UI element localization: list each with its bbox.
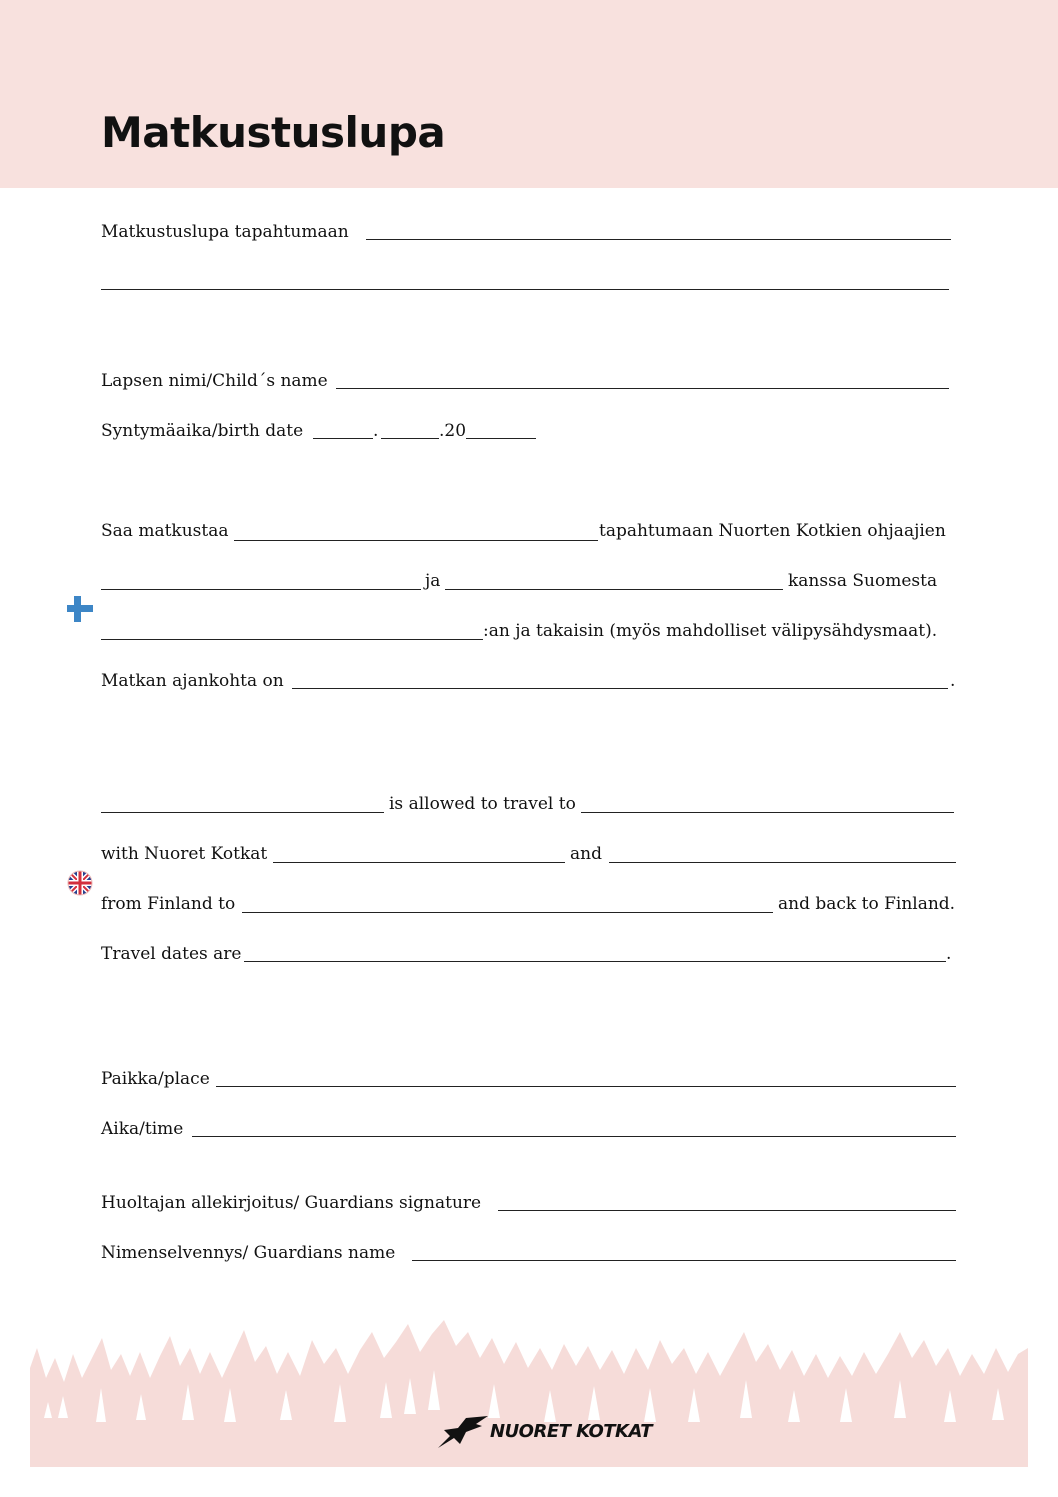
from-row xyxy=(101,891,961,917)
leader-en-2-line[interactable] xyxy=(609,862,956,863)
destination-event-line[interactable] xyxy=(234,540,598,541)
dates-label: Travel dates are xyxy=(101,944,242,964)
time-label: Aika/time xyxy=(101,1119,184,1139)
guardian-signature-line[interactable] xyxy=(498,1210,956,1211)
leaders-row xyxy=(101,568,961,594)
place-label: Paikka/place xyxy=(101,1069,210,1089)
may-travel-suffix: tapahtumaan Nuorten Kotkien ohjaajien xyxy=(599,521,946,541)
destination-row xyxy=(101,618,961,644)
eagle-logo-icon xyxy=(436,1414,490,1450)
time-line[interactable] xyxy=(192,1136,956,1137)
ajankohta-line[interactable] xyxy=(292,688,948,689)
event-row xyxy=(101,219,961,245)
leader-en-1-line[interactable] xyxy=(273,862,565,863)
ajankohta-row xyxy=(101,668,961,694)
guardian-signature-label: Huoltajan allekirjoitus/ Guardians signature xyxy=(101,1193,482,1213)
place-row xyxy=(101,1066,961,1092)
child-name-en-line[interactable] xyxy=(101,812,384,813)
guardian-name-row xyxy=(101,1240,961,1266)
guardian-name-label: Nimenselvennys/ Guardians name xyxy=(101,1243,396,1263)
with-row xyxy=(101,841,961,867)
event-line-2[interactable] xyxy=(101,289,949,290)
ja-text: ja xyxy=(425,571,441,591)
header-band xyxy=(0,0,1058,188)
from-label: from Finland to xyxy=(101,894,236,914)
birth-day-line[interactable] xyxy=(313,438,373,439)
leader-1-line[interactable] xyxy=(101,589,421,590)
uk-flag-icon xyxy=(67,870,93,896)
birth-date-row xyxy=(101,418,961,444)
dates-line[interactable] xyxy=(244,961,946,962)
birth-date-dot: . xyxy=(373,421,379,441)
kanssa-text: kanssa Suomesta xyxy=(788,571,938,591)
place-line[interactable] xyxy=(216,1086,956,1087)
leader-2-line[interactable] xyxy=(445,589,783,590)
birth-month-line[interactable] xyxy=(381,438,439,439)
ajankohta-period: . xyxy=(950,671,956,691)
finland-flag-icon xyxy=(67,596,93,622)
child-name-label: Lapsen nimi/Child´s name xyxy=(101,371,328,391)
birth-date-label: Syntymäaika/birth date xyxy=(101,421,304,441)
forest-footer-decoration xyxy=(0,1318,1058,1497)
takaisin-text: :an ja takaisin (myös mahdolliset välipysähdysmaat). xyxy=(483,621,938,641)
and-text: and xyxy=(570,844,602,864)
dates-period: . xyxy=(946,944,952,964)
from-finland-line[interactable] xyxy=(242,912,773,913)
allowed-text: is allowed to travel to xyxy=(389,794,576,814)
time-row xyxy=(101,1116,961,1142)
birth-date-century: .20 xyxy=(439,421,467,441)
logo-text: NUORET KOTKAT xyxy=(490,1421,652,1442)
child-name-row xyxy=(101,368,961,394)
allowed-row xyxy=(101,791,961,817)
back-text: and back to Finland. xyxy=(778,894,956,914)
child-name-line[interactable] xyxy=(336,388,949,389)
page-title: Matkustuslupa xyxy=(101,108,446,157)
dates-row xyxy=(101,941,961,967)
birth-year-line[interactable] xyxy=(466,438,536,439)
destination-line[interactable] xyxy=(101,639,483,640)
event-line[interactable] xyxy=(366,239,951,240)
travel-to-line[interactable] xyxy=(581,812,954,813)
event-label: Matkustuslupa tapahtumaan xyxy=(101,222,349,242)
ajankohta-label: Matkan ajankohta on xyxy=(101,671,284,691)
with-label: with Nuoret Kotkat xyxy=(101,844,268,864)
guardian-name-line[interactable] xyxy=(412,1260,956,1261)
guardian-signature-row xyxy=(101,1190,961,1216)
may-travel-label: Saa matkustaa xyxy=(101,521,229,541)
